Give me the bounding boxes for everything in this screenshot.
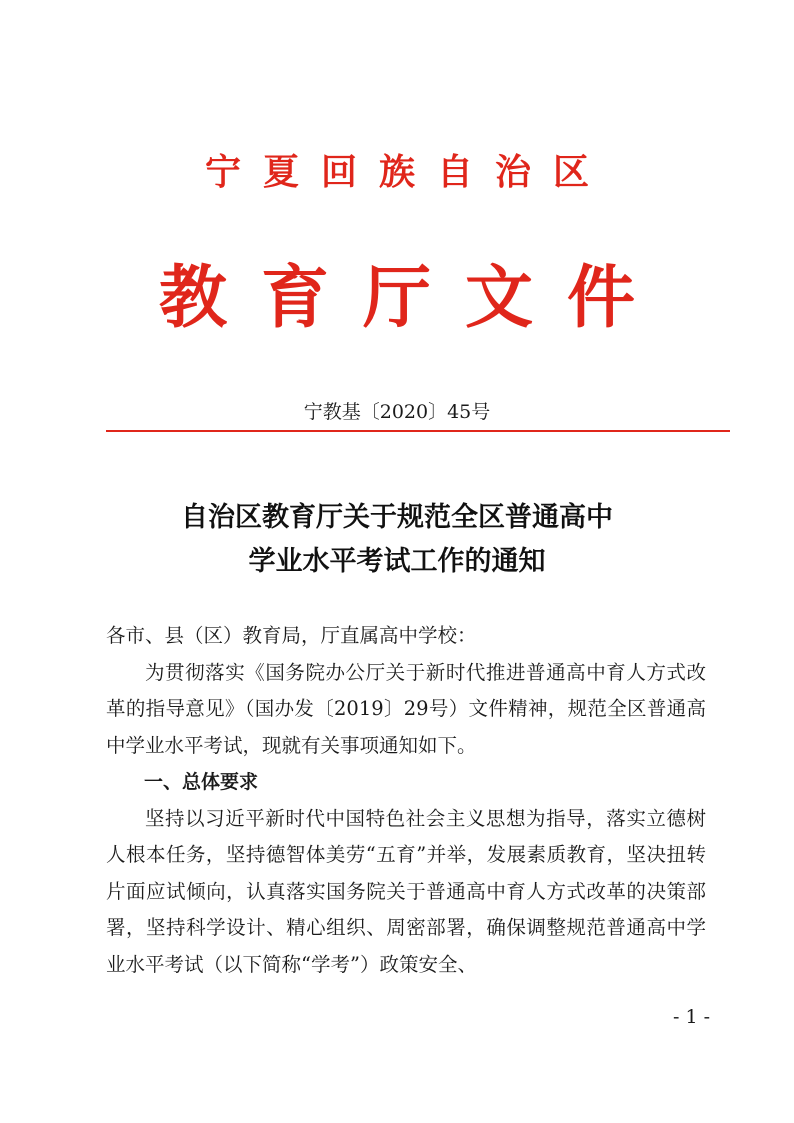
section-heading-1: 一、总体要求 bbox=[144, 771, 259, 793]
salutation: 各市、县（区）教育局，厅直属高中学校： bbox=[106, 624, 477, 647]
document-type-heading: 教育厅文件 bbox=[158, 258, 669, 338]
body-paragraph-2: 坚持以习近平新时代中国特色社会主义思想为指导，落实立德树人根本任务，坚持德智体美劳“五育”并举，发展素质教育，坚决扭转片面应试倾向，认真落实国务院关于普通高中育人方式改革的决策部署，坚持科学设计、精心组织、周密部署，确保调整规范普通高中学业水平考试（以下简称“学考”）政策安全、 bbox=[106, 806, 706, 976]
title-line-2: 学业水平考试工作的通知 bbox=[248, 546, 546, 577]
issuing-authority: 宁夏回族自治区 bbox=[204, 151, 611, 193]
document-number: 宁教基〔2020〕45号 bbox=[303, 401, 491, 423]
page-number: - 1 - bbox=[672, 1006, 710, 1028]
document-body bbox=[106, 618, 706, 983]
body-paragraph-1: 为贯彻落实《国务院办公厅关于新时代推进普通高中育人方式改革的指导意见》（国办发〔2019〕29号）文件精神，规范全区普通高中学业水平考试，现就有关事项通知如下。 bbox=[106, 660, 706, 757]
red-separator-line bbox=[106, 430, 730, 432]
title-line-1: 自治区教育厅关于规范全区普通高中 bbox=[181, 502, 613, 533]
document-title bbox=[0, 496, 794, 584]
